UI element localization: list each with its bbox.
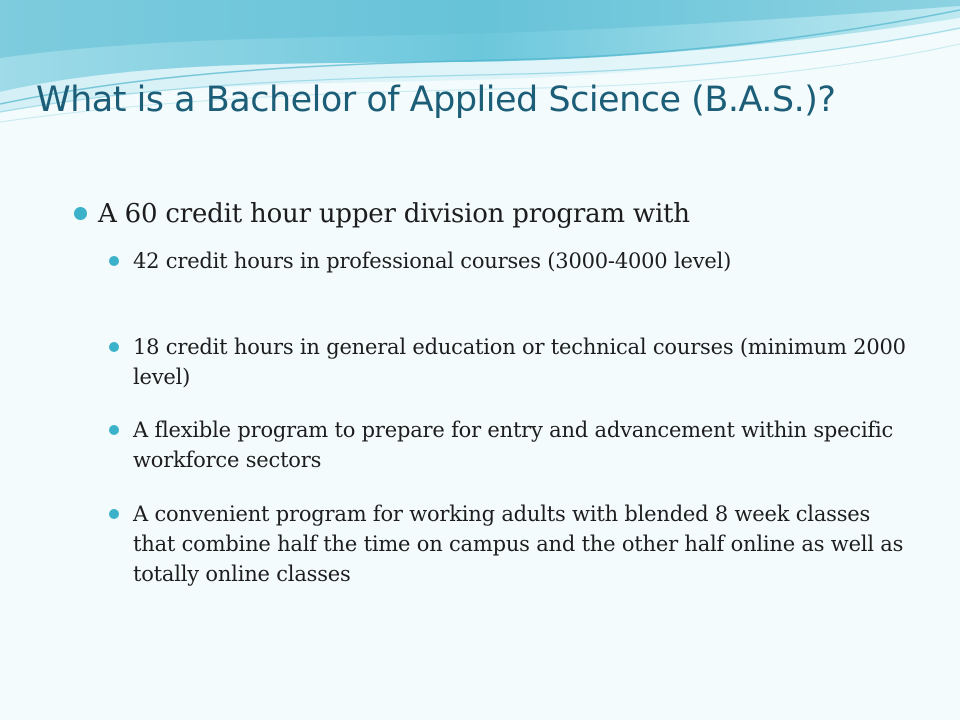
bullet-dot [109, 256, 119, 266]
slide-title: What is a Bachelor of Applied Science (B.A.S.)? [36, 80, 836, 120]
main-bullet-text: A 60 credit hour upper division program with [98, 199, 690, 229]
bullet-dot [109, 342, 119, 352]
bullet-dot [74, 207, 87, 220]
sub-bullet-text: 42 credit hours in professional courses (3000-4000 level) [133, 249, 732, 273]
sub-bullet-text: A flexible program to prepare for entry and advancement within specific workforce sectors [133, 418, 894, 472]
bullet-dot [109, 509, 119, 519]
sub-bullet-text: 18 credit hours in general education or technical courses (minimum 2000 level) [133, 335, 906, 389]
sub-bullet-text: A convenient program for working adults with blended 8 week classes that combine half the time on campus and the other half online as well as totally online classes [133, 502, 904, 586]
bullet-dot [109, 425, 119, 435]
